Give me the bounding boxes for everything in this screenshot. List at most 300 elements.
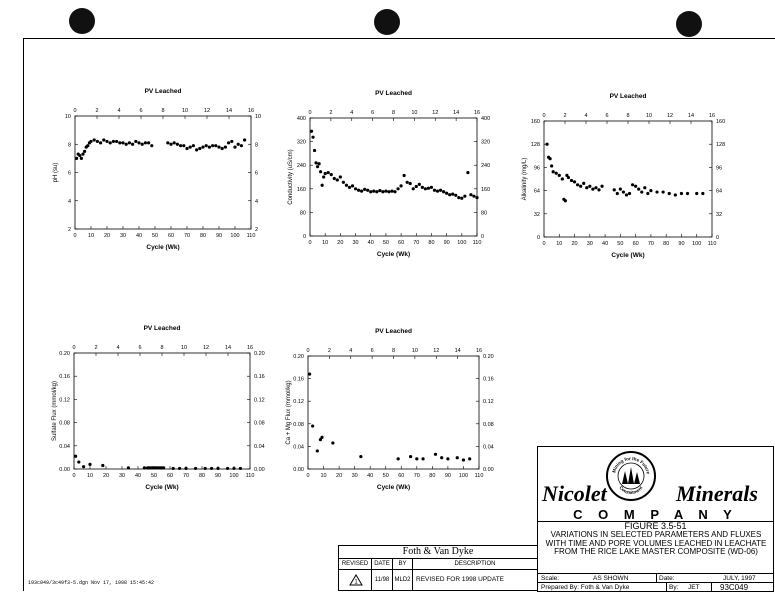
y-tick-label-right: 96 bbox=[716, 165, 723, 172]
x-tick-label: 110 bbox=[474, 473, 484, 479]
x-tick-label: 50 bbox=[151, 233, 159, 239]
x-tick-label: 0 bbox=[73, 233, 77, 239]
data-point bbox=[173, 141, 176, 144]
data-point bbox=[194, 467, 197, 470]
x-tick-label: 20 bbox=[571, 241, 578, 247]
data-point bbox=[637, 188, 640, 191]
x-tick-label: 50 bbox=[382, 240, 389, 246]
pv-tick-label: 8 bbox=[626, 113, 630, 119]
pv-tick-label: 6 bbox=[138, 345, 142, 351]
x-axis-title: Cycle (Wk) bbox=[376, 251, 411, 258]
y-tick-label-right: 0 bbox=[716, 235, 720, 241]
data-point bbox=[134, 140, 137, 143]
data-point bbox=[83, 150, 86, 153]
x-tick-label: 10 bbox=[87, 233, 95, 239]
pv-tick-label: 2 bbox=[329, 110, 333, 116]
file-stamp: 193c049/3c49f3-5.dgn Nov 17, 1998 15:45:42 bbox=[28, 580, 155, 586]
y-tick-label: 0.16 bbox=[59, 374, 70, 381]
data-point bbox=[178, 467, 181, 470]
data-point bbox=[221, 147, 224, 150]
data-point bbox=[582, 182, 585, 185]
data-point bbox=[239, 467, 242, 470]
pv-tick-label: 10 bbox=[645, 113, 653, 119]
data-point bbox=[172, 467, 175, 470]
x-axis-title: Cycle (Wk) bbox=[146, 244, 180, 251]
data-point bbox=[456, 456, 459, 459]
y-tick-label-right: 0.12 bbox=[254, 397, 265, 404]
data-point bbox=[121, 141, 124, 144]
data-point bbox=[409, 455, 412, 458]
data-point bbox=[597, 188, 600, 191]
data-point bbox=[446, 457, 449, 460]
data-point bbox=[396, 187, 399, 190]
x-tick-label: 30 bbox=[351, 473, 358, 479]
data-point bbox=[634, 185, 637, 188]
x-tick-label: 60 bbox=[632, 241, 639, 247]
x-tick-label: 10 bbox=[86, 473, 94, 479]
x-tick-label: 70 bbox=[647, 241, 654, 247]
pv-tick-label: 12 bbox=[203, 108, 211, 114]
seal-top-text: Mining for the Future bbox=[611, 455, 651, 475]
x-tick-label: 20 bbox=[336, 473, 343, 479]
data-point bbox=[320, 436, 323, 439]
data-point bbox=[311, 136, 314, 139]
data-point bbox=[224, 145, 227, 148]
data-point bbox=[336, 178, 339, 181]
data-point bbox=[324, 172, 327, 175]
x-tick-label: 10 bbox=[556, 241, 563, 247]
y-tick-label: 0.16 bbox=[293, 376, 304, 383]
y-tick-label-right: 4 bbox=[255, 198, 259, 205]
data-point bbox=[445, 192, 448, 195]
data-point bbox=[318, 162, 321, 165]
data-point bbox=[442, 190, 445, 193]
data-point bbox=[384, 190, 387, 193]
x-tick-label: 80 bbox=[429, 473, 436, 479]
data-point bbox=[439, 189, 442, 192]
pv-axis-title: PV Leached bbox=[144, 88, 182, 95]
x-tick-label: 10 bbox=[322, 240, 329, 246]
data-point bbox=[591, 188, 594, 191]
y-tick-label-right: 0.16 bbox=[483, 376, 494, 383]
pv-tick-label: 2 bbox=[95, 108, 99, 114]
x-tick-label: 0 bbox=[72, 473, 76, 479]
data-point bbox=[399, 184, 402, 187]
data-point bbox=[310, 130, 313, 133]
data-point bbox=[640, 190, 643, 193]
x-tick-label: 90 bbox=[678, 241, 685, 247]
firm-name: Foth & Van Dyke bbox=[338, 545, 538, 559]
data-point bbox=[226, 467, 229, 470]
x-tick-label: 30 bbox=[352, 240, 359, 246]
pv-tick-label: 0 bbox=[72, 345, 76, 351]
y-tick-label: 160 bbox=[296, 186, 306, 193]
data-point bbox=[230, 140, 233, 143]
drawing-number: 93C049 bbox=[720, 583, 749, 592]
data-point bbox=[86, 144, 89, 147]
y-tick-label: 0.00 bbox=[59, 467, 70, 473]
pv-axis-title: PV Leached bbox=[375, 328, 412, 335]
data-point bbox=[81, 153, 84, 156]
data-point bbox=[649, 189, 652, 192]
company-name: Nicolet bbox=[542, 481, 607, 506]
x-tick-label: 50 bbox=[617, 241, 624, 247]
data-point bbox=[169, 143, 172, 146]
by-value: JET bbox=[688, 584, 700, 591]
data-point bbox=[162, 466, 165, 469]
x-axis-title: Cycle (Wk) bbox=[611, 252, 645, 259]
pv-tick-label: 4 bbox=[117, 108, 121, 114]
pv-tick-label: 12 bbox=[666, 113, 674, 119]
x-tick-label: 40 bbox=[134, 473, 142, 479]
x-tick-label: 20 bbox=[102, 473, 110, 479]
data-point bbox=[472, 195, 475, 198]
x-tick-label: 100 bbox=[458, 473, 469, 479]
revision-triangle bbox=[338, 569, 372, 591]
pv-tick-label: 14 bbox=[687, 113, 695, 119]
data-point bbox=[204, 467, 207, 470]
data-point bbox=[240, 144, 243, 147]
data-point bbox=[550, 164, 553, 167]
x-tick-label: 0 bbox=[308, 240, 312, 246]
data-point bbox=[112, 140, 115, 143]
data-point bbox=[313, 149, 316, 152]
data-point bbox=[662, 190, 665, 193]
data-point bbox=[319, 170, 322, 173]
x-tick-label: 30 bbox=[119, 233, 127, 239]
x-tick-label: 80 bbox=[428, 240, 435, 246]
data-point bbox=[454, 194, 457, 197]
pv-axis-title: PV Leached bbox=[609, 93, 647, 100]
pv-tick-label: 0 bbox=[308, 110, 312, 116]
data-point bbox=[613, 188, 616, 191]
rev-header-description: DESCRIPTION bbox=[412, 558, 538, 570]
pv-tick-label: 16 bbox=[475, 348, 483, 354]
x-tick-label: 80 bbox=[199, 233, 207, 239]
y-tick-label-right: 128 bbox=[716, 142, 726, 149]
y-tick-label-right: 0.00 bbox=[483, 467, 494, 473]
data-point bbox=[549, 157, 552, 160]
y-tick-label: 32 bbox=[533, 211, 540, 218]
x-tick-label: 0 bbox=[306, 473, 310, 479]
y-tick-label-right: 0.12 bbox=[483, 399, 494, 406]
rev-header-by: BY bbox=[392, 558, 413, 570]
rev-date: 11/98 bbox=[371, 569, 393, 591]
data-point bbox=[357, 189, 360, 192]
data-point bbox=[430, 186, 433, 189]
data-point bbox=[585, 186, 588, 189]
data-point bbox=[378, 189, 381, 192]
data-point bbox=[381, 190, 384, 193]
date-value: JULY, 1997 bbox=[723, 575, 756, 582]
company-subtitle: C O M P A N Y bbox=[573, 507, 738, 522]
data-point bbox=[674, 193, 677, 196]
x-tick-label: 60 bbox=[398, 240, 405, 246]
y-tick-label-right: 320 bbox=[481, 139, 491, 146]
y-tick-label-right: 0.08 bbox=[254, 420, 265, 427]
data-point bbox=[369, 190, 372, 193]
data-point bbox=[176, 143, 179, 146]
data-point bbox=[433, 189, 436, 192]
y-tick-label: 0.04 bbox=[293, 444, 304, 451]
y-tick-label-right: 80 bbox=[481, 210, 488, 217]
y-axis-title: pH (su) bbox=[53, 162, 59, 183]
y-tick-label: 320 bbox=[296, 139, 306, 146]
x-tick-label: 60 bbox=[167, 233, 175, 239]
pv-tick-label: 8 bbox=[391, 348, 396, 354]
chart-cond bbox=[288, 90, 490, 258]
x-tick-label: 70 bbox=[413, 473, 420, 479]
date-label: Date: bbox=[659, 575, 675, 582]
rev-header-date: DATE bbox=[371, 558, 393, 570]
data-point bbox=[360, 190, 363, 193]
y-tick-label: 64 bbox=[533, 188, 540, 195]
data-point bbox=[321, 184, 324, 187]
data-point bbox=[333, 177, 336, 180]
pv-tick-label: 14 bbox=[225, 108, 233, 114]
x-tick-label: 30 bbox=[586, 241, 593, 247]
y-tick-label-right: 0.16 bbox=[254, 374, 265, 381]
data-point bbox=[468, 457, 471, 460]
data-point bbox=[237, 143, 240, 146]
y-tick-label: 4 bbox=[67, 198, 71, 205]
y-tick-label: 8 bbox=[67, 142, 71, 149]
x-tick-label: 50 bbox=[382, 473, 389, 479]
x-tick-label: 90 bbox=[443, 240, 450, 246]
data-point bbox=[179, 144, 182, 147]
data-point bbox=[184, 467, 187, 470]
pv-tick-label: 2 bbox=[327, 348, 331, 354]
y-tick-label-right: 64 bbox=[716, 188, 723, 195]
data-point bbox=[345, 184, 348, 187]
scale-label: Scale: bbox=[541, 575, 560, 582]
company-seal bbox=[606, 451, 656, 501]
y-tick-label-right: 160 bbox=[716, 119, 726, 125]
y-tick-label-right: 10 bbox=[255, 114, 262, 120]
data-point bbox=[227, 141, 230, 144]
figure-number: FIGURE 3.5-51 bbox=[624, 521, 687, 531]
data-point bbox=[545, 143, 548, 146]
data-point bbox=[308, 372, 311, 375]
data-point bbox=[469, 193, 472, 196]
data-point bbox=[331, 441, 334, 444]
pv-axis-title: PV Leached bbox=[143, 325, 181, 332]
data-point bbox=[427, 187, 430, 190]
x-tick-label: 40 bbox=[135, 233, 143, 239]
data-point bbox=[463, 195, 466, 198]
data-point bbox=[143, 466, 146, 469]
data-point bbox=[668, 192, 671, 195]
pv-tick-label: 0 bbox=[306, 348, 310, 354]
pv-tick-label: 4 bbox=[584, 113, 588, 119]
data-point bbox=[686, 192, 689, 195]
y-tick-label: 96 bbox=[533, 165, 540, 172]
data-point bbox=[354, 187, 357, 190]
prepared-by: Prepared By: Foth & Van Dyke bbox=[541, 584, 630, 591]
data-point bbox=[216, 467, 219, 470]
pv-tick-label: 2 bbox=[563, 113, 567, 119]
data-point bbox=[600, 185, 603, 188]
data-point bbox=[75, 157, 78, 160]
pv-tick-label: 6 bbox=[605, 113, 609, 119]
data-point bbox=[322, 175, 325, 178]
y-tick-label: 0.08 bbox=[293, 421, 304, 428]
data-point bbox=[201, 145, 204, 148]
pv-tick-label: 4 bbox=[116, 345, 120, 351]
data-point bbox=[243, 138, 246, 141]
data-point bbox=[80, 157, 83, 160]
pv-tick-label: 16 bbox=[247, 108, 255, 114]
y-tick-label: 0.20 bbox=[293, 354, 304, 360]
data-point bbox=[588, 185, 591, 188]
data-point bbox=[628, 192, 631, 195]
pv-tick-label: 2 bbox=[94, 345, 98, 351]
data-point bbox=[109, 141, 112, 144]
x-tick-label: 110 bbox=[246, 233, 256, 239]
data-point bbox=[625, 193, 628, 196]
data-point bbox=[359, 455, 362, 458]
x-axis-title: Cycle (Wk) bbox=[376, 484, 411, 491]
chart-ph bbox=[53, 88, 261, 251]
pv-tick-label: 14 bbox=[453, 110, 460, 116]
y-tick-label: 160 bbox=[530, 119, 540, 125]
data-point bbox=[366, 189, 369, 192]
data-point bbox=[460, 197, 463, 200]
x-tick-label: 110 bbox=[472, 240, 482, 246]
pv-tick-label: 8 bbox=[160, 345, 164, 351]
plot-frame bbox=[310, 118, 477, 236]
x-tick-label: 40 bbox=[367, 473, 374, 479]
data-point bbox=[137, 141, 140, 144]
y-tick-label-right: 0.20 bbox=[254, 351, 265, 357]
pv-axis-title: PV Leached bbox=[375, 90, 412, 97]
y-axis-title: Alkalinity (mg/L) bbox=[522, 157, 528, 201]
x-tick-label: 0 bbox=[542, 241, 546, 247]
data-point bbox=[166, 141, 169, 144]
x-tick-label: 110 bbox=[707, 241, 717, 247]
data-point bbox=[232, 467, 235, 470]
data-point bbox=[144, 141, 147, 144]
x-tick-label: 90 bbox=[214, 473, 222, 479]
pv-tick-label: 8 bbox=[391, 110, 396, 116]
data-point bbox=[348, 186, 351, 189]
data-point bbox=[314, 161, 317, 164]
y-tick-label-right: 32 bbox=[716, 211, 723, 218]
data-point bbox=[192, 144, 195, 147]
pv-tick-label: 8 bbox=[161, 108, 165, 114]
x-tick-label: 10 bbox=[320, 473, 327, 479]
pv-tick-label: 10 bbox=[411, 110, 418, 116]
y-tick-label: 0.12 bbox=[293, 399, 304, 406]
x-tick-label: 30 bbox=[118, 473, 126, 479]
data-point bbox=[182, 144, 185, 147]
data-point bbox=[390, 190, 393, 193]
y-tick-label: 0.20 bbox=[59, 351, 70, 357]
data-point bbox=[434, 453, 437, 456]
x-tick-label: 50 bbox=[150, 473, 158, 479]
pv-tick-label: 6 bbox=[370, 348, 374, 354]
data-point bbox=[448, 193, 451, 196]
data-point bbox=[555, 172, 558, 175]
data-point bbox=[440, 456, 443, 459]
y-tick-label-right: 2 bbox=[255, 227, 259, 233]
data-point bbox=[118, 141, 121, 144]
data-point bbox=[147, 141, 150, 144]
y-tick-label-right: 8 bbox=[255, 142, 259, 149]
data-point bbox=[89, 140, 92, 143]
data-point bbox=[462, 458, 465, 461]
y-tick-label-right: 160 bbox=[481, 186, 491, 193]
data-point bbox=[217, 145, 220, 148]
y-tick-label: 400 bbox=[296, 116, 306, 122]
x-tick-label: 60 bbox=[398, 473, 405, 479]
data-point bbox=[78, 154, 81, 157]
y-tick-label-right: 0.04 bbox=[254, 443, 265, 450]
y-tick-label-right: 0.08 bbox=[483, 421, 494, 428]
pv-tick-label: 0 bbox=[542, 113, 546, 119]
y-tick-label: 0.00 bbox=[293, 467, 304, 473]
y-tick-label: 128 bbox=[530, 142, 540, 149]
plot-frame bbox=[75, 116, 251, 229]
y-tick-label-right: 240 bbox=[481, 163, 491, 170]
x-tick-label: 70 bbox=[413, 240, 420, 246]
data-point bbox=[695, 192, 698, 195]
x-tick-label: 100 bbox=[229, 473, 239, 479]
x-tick-label: 20 bbox=[103, 233, 111, 239]
x-tick-label: 20 bbox=[337, 240, 344, 246]
y-tick-label-right: 0.20 bbox=[483, 354, 494, 360]
data-point bbox=[655, 190, 658, 193]
data-point bbox=[619, 188, 622, 191]
data-point bbox=[643, 186, 646, 189]
data-point bbox=[82, 465, 85, 468]
data-point bbox=[185, 147, 188, 150]
pv-tick-label: 12 bbox=[432, 110, 439, 116]
data-point bbox=[105, 140, 108, 143]
pv-tick-label: 10 bbox=[411, 348, 418, 354]
y-tick-label: 10 bbox=[64, 114, 71, 120]
pv-tick-label: 14 bbox=[454, 348, 461, 354]
data-point bbox=[131, 143, 134, 146]
y-tick-label: 0 bbox=[536, 235, 540, 241]
data-point bbox=[421, 457, 424, 460]
plot-frame bbox=[308, 356, 479, 469]
x-tick-label: 70 bbox=[183, 233, 191, 239]
data-point bbox=[88, 463, 91, 466]
x-tick-label: 40 bbox=[367, 240, 374, 246]
y-tick-label: 6 bbox=[67, 170, 71, 177]
data-point bbox=[475, 196, 478, 199]
y-tick-label: 2 bbox=[67, 227, 71, 233]
y-tick-label: 0.12 bbox=[59, 397, 70, 404]
data-point bbox=[646, 192, 649, 195]
plot-frame bbox=[544, 121, 712, 237]
data-point bbox=[101, 464, 104, 467]
y-tick-label: 0 bbox=[302, 234, 306, 240]
data-point bbox=[74, 455, 77, 458]
y-tick-label: 0.04 bbox=[59, 443, 70, 450]
data-point bbox=[573, 180, 576, 183]
y-tick-label: 240 bbox=[296, 163, 306, 170]
data-point bbox=[558, 174, 561, 177]
data-point bbox=[375, 190, 378, 193]
pv-tick-label: 0 bbox=[73, 108, 77, 114]
pv-tick-label: 6 bbox=[371, 110, 375, 116]
pine-trees-icon bbox=[622, 467, 640, 484]
data-point bbox=[570, 179, 573, 182]
data-point bbox=[127, 466, 130, 469]
pv-tick-label: 16 bbox=[473, 110, 481, 116]
